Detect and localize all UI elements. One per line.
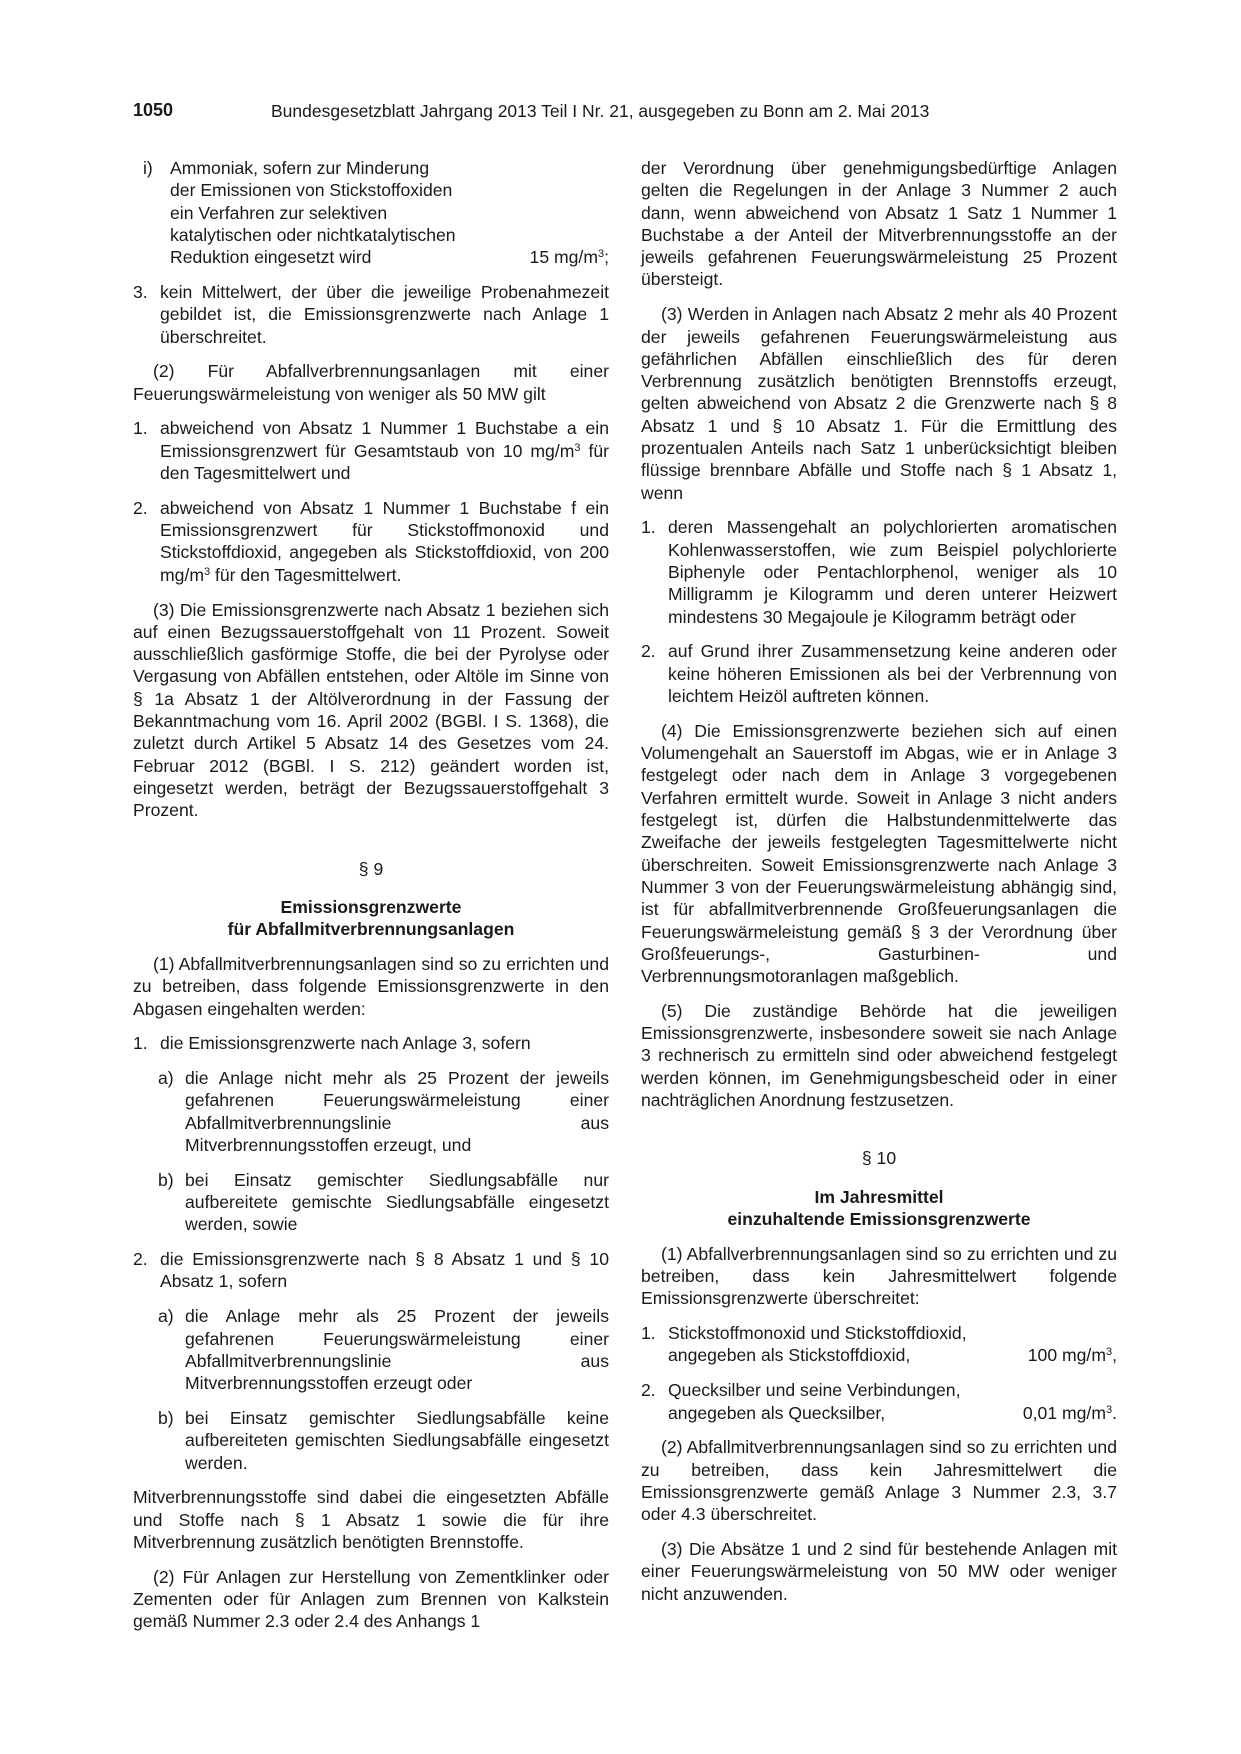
list-text: bei Einsatz gemischter Siedlungsabfälle keine aufbereiteten gemischten Siedlungsabfälle eingesetzt werden. bbox=[185, 1407, 609, 1473]
list-label: b) bbox=[158, 1407, 174, 1428]
list-text: auf Grund ihrer Zusammensetzung keine anderen oder keine höheren Emissionen als bei der Verbrennung von leichtem Heizöl auftreten können. bbox=[668, 641, 1117, 707]
list-item bbox=[133, 497, 609, 586]
page-number: 1050 bbox=[133, 100, 174, 120]
sub-item bbox=[158, 1067, 609, 1156]
limit-value: 15 $mg/m^3$; bbox=[529, 247, 609, 268]
list-label: 3. bbox=[133, 281, 148, 302]
list-label: i) bbox=[143, 158, 153, 178]
list-label: 1. bbox=[641, 1323, 656, 1344]
text-line: katalytischen oder nichtkatalytischen bbox=[170, 224, 456, 245]
list-label: 1. bbox=[133, 418, 148, 439]
paragraph: der Verordnung über genehmigungsbedürftige Anlagen gelten die Regelungen in der Anlage 3 Nummer 2 auch dann, wenn abweichend von Absatz 1 Satz 1 Nummer 1 Buchstabe a der Anteil der Mitverbrennungsstoffe an der jeweils gefahrenen Feuerungswärmeleistung 25 Prozent übersteigt. bbox=[641, 158, 1117, 290]
list-text: kein Mittelwert, der über die jeweilige Probenahmezeit gebildet ist, die Emissionsgrenzwerte nach Anlage 1 überschreitet. bbox=[160, 281, 609, 347]
list-text: die Anlage nicht mehr als 25 Prozent der jeweils gefahrenen Feuerungswärmeleistung einer Abfallmitverbrennungslinie aus Mitverbrennungsstoffen erzeugt, und bbox=[185, 1068, 609, 1155]
list-text: abweichend von Absatz 1 Nummer 1 Buchstabe f ein Emissionsgrenzwert für Stickstoffmonoxid und Stickstoffdioxid, angegeben als Stickstoffdioxid, von 200 $mg/m^3$ für den Tagesmittelwert. bbox=[160, 497, 609, 585]
text-line: Reduktion eingesetzt wird bbox=[170, 247, 372, 268]
list-label: 2. bbox=[133, 1249, 148, 1270]
value-row: angegeben als Quecksilber, 0,01 $mg/m^3$. bbox=[668, 1402, 1117, 1423]
list-label: 1. bbox=[133, 1033, 148, 1054]
list-text: abweichend von Absatz 1 Nummer 1 Buchstabe a ein Emissionsgrenzwert für Gesamtstaub von 10 $mg/m^3$ für den Tagesmittelwert und bbox=[160, 418, 610, 484]
text-line: der Emissionen von Stickstoffoxiden bbox=[170, 180, 453, 201]
list-text: Stickstoffmonoxid und Stickstoffdioxid, angegeben als Stickstoffdioxid, 100 $mg/m^3$, bbox=[668, 1323, 1117, 1366]
section-number: § 9 bbox=[358, 858, 384, 879]
paragraph: (1) Abfallverbrennungsanlagen sind so zu errichten und zu betreiben, dass kein Jahresmittelwert folgende Emissionsgrenzwerte überschreitet: bbox=[641, 1243, 1117, 1309]
list-item bbox=[133, 1248, 609, 1293]
paragraph: (3) Die Emissionsgrenzwerte nach Absatz 1 beziehen sich auf einen Bezugssauerstoffgehalt von 11 Prozent. Soweit ausschließlich gasförmige Stoffe, die bei der Pyrolyse oder Vergasung von Abfällen entstehen, oder Altöle im Sinne von § 1a Absatz 1 der Altölverordnung in der Fassung der Bekanntmachung vom 16. April 2002 (BGBl. I S. 1368), die zuletzt durch Artikel 5 Absatz 14 des Gesetzes vom 24. Februar 2012 (BGBl. I S. 212) geändert worden ist, eingesetzt werden, beträgt der Bezugssauerstoffgehalt 3 Prozent. bbox=[133, 599, 609, 821]
running-title: Bundesgesetzblatt Jahrgang 2013 Teil I Nr. 21, ausgegeben zu Bonn am 2. Mai 2013 bbox=[271, 101, 930, 121]
list-text: deren Massengehalt an polychlorierten aromatischen Kohlenwasserstoffen, wie zum Beispiel polychlorierte Biphenyle oder Pentachlorphenol, weniger als 10 Milligramm je Kilogramm und deren unterer Heizwert mindestens 30 Megajoule je Kilogramm beträgt oder bbox=[668, 517, 1117, 627]
list-item bbox=[133, 281, 609, 348]
value-row: angegeben als Stickstoffdioxid, 100 $mg/m^3$, bbox=[668, 1345, 1117, 1366]
list-text: Quecksilber und seine Verbindungen, angegeben als Quecksilber, 0,01 $mg/m^3$. bbox=[668, 1380, 1117, 1423]
text-line: Ammoniak, sofern zur Minderung bbox=[170, 158, 430, 178]
page-header bbox=[133, 100, 1109, 124]
sub-item bbox=[158, 1169, 609, 1236]
sub-item bbox=[158, 1305, 609, 1394]
right-column bbox=[641, 157, 1117, 1617]
list-item bbox=[133, 417, 609, 484]
list-label: a) bbox=[158, 1306, 174, 1327]
left-column bbox=[133, 157, 609, 1645]
paragraph: (1) Abfallmitverbrennungsanlagen sind so zu errichten und zu betreiben, dass folgende Emissionsgrenzwerte in den Abgasen eingehalten werden: bbox=[133, 953, 609, 1019]
list-label: a) bbox=[158, 1068, 174, 1089]
list-item bbox=[641, 1379, 1117, 1424]
paragraph: (4) Die Emissionsgrenzwerte beziehen sich auf einen Volumengehalt an Sauerstoff im Abgas, wie er in Anlage 3 festgelegt oder nach dem in Anlage 3 vorgegebenen Verfahren ermittelt wurde. Soweit in Anlage 3 nicht anders festgelegt ist, dürfen die Halbstundenmittelwerte das Zweifache der jeweils festgelegten Tagesmittelwerte nicht überschreiten. Soweit Emissionsgrenzwerte nach Anlage 3 Nummer 3 von der Feuerungswärmeleistung abhängig sind, ist für abfallmitverbrennende Großfeuerungsanlagen die Feuerungswärmeleistung gemäß § 3 der Verordnung über Großfeuerungs-, Gasturbinen- und Verbrennungsmotoranlagen maßgeblich. bbox=[641, 720, 1117, 987]
list-text bbox=[170, 157, 609, 268]
value-row bbox=[170, 246, 609, 268]
list-text: die Anlage mehr als 25 Prozent der jeweils gefahrenen Feuerungswärmeleistung einer Abfallmitverbrennungslinie aus Mitverbrennungsstoffen erzeugt oder bbox=[185, 1306, 609, 1394]
limit-value: 0,01 $mg/m^3$. bbox=[1022, 1402, 1117, 1423]
list-item bbox=[133, 1032, 609, 1054]
paragraph: (5) Die zuständige Behörde hat die jeweiligen Emissionsgrenzwerte, insbesondere soweit sie nach Anlage 3 rechnerisch zu ermitteln sind oder abweichend festgelegt werden können, im Genehmigungsbescheid oder in einer nachträglichen Anordnung festzusetzen. bbox=[641, 1000, 1117, 1111]
section-number: § 10 bbox=[861, 1148, 897, 1169]
list-label: 2. bbox=[641, 1380, 656, 1401]
list-text: die Emissionsgrenzwerte nach Anlage 3, sofern bbox=[160, 1033, 531, 1054]
section-title: Im Jahresmittel einzuhaltende Emissionsgrenzwerte bbox=[727, 1186, 1031, 1229]
sub-item bbox=[158, 1407, 609, 1474]
paragraph: (3) Die Absätze 1 und 2 sind für bestehende Anlagen mit einer Feuerungswärmeleistung von 50 MW oder weniger nicht anzuwenden. bbox=[641, 1539, 1117, 1604]
text-line: ein Verfahren zur selektiven bbox=[170, 202, 388, 223]
list-label: 2. bbox=[641, 641, 656, 662]
list-label: 2. bbox=[133, 497, 148, 518]
section-title: Emissionsgrenzwerte für Abfallmitverbrennungsanlagen bbox=[227, 896, 515, 940]
list-text: bei Einsatz gemischter Siedlungsabfälle nur aufbereitete gemischte Siedlungsabfälle eingesetzt werden, sowie bbox=[185, 1169, 609, 1235]
list-item bbox=[641, 516, 1117, 627]
list-item-i bbox=[143, 157, 609, 268]
list-label: 1. bbox=[641, 517, 656, 538]
list-item bbox=[641, 640, 1117, 707]
paragraph: (3) Werden in Anlagen nach Absatz 2 mehr als 40 Prozent der jeweils gefahrenen Feuerungswärmeleistung aus gefährlichen Abfällen einschließlich des für deren Verbrennung zusätzlich benötigten Brennstoffs erzeugt, gelten abweichend von Absatz 2 die Grenzwerte nach § 8 Absatz 1 und § 10 Absatz 1. Für die Ermittlung des prozentualen Anteils nach Satz 1 unberücksichtigt bleiben flüssige brennbare Abfälle und Stoffe nach § 1 Absatz 1, wenn bbox=[641, 304, 1117, 503]
paragraph: Mitverbrennungsstoffe sind dabei die eingesetzten Abfälle und Stoffe nach § 1 Absatz 1 sowie die für ihre Mitverbrennung zusätzlich benötigten Brennstoffe. bbox=[133, 1487, 609, 1552]
paragraph: (2) Für Abfallverbrennungsanlagen mit einer Feuerungswärmeleistung von weniger als 50 MW gilt bbox=[133, 361, 609, 404]
paragraph: (2) Für Anlagen zur Herstellung von Zementklinker oder Zementen oder für Anlagen zum Brennen von Kalkstein gemäß Nummer 2.3 oder 2.4 des Anhangs 1 bbox=[133, 1566, 609, 1632]
limit-value: 100 $mg/m^3$, bbox=[1027, 1345, 1117, 1366]
list-text: die Emissionsgrenzwerte nach § 8 Absatz 1 und § 10 Absatz 1, sofern bbox=[160, 1249, 609, 1292]
list-item bbox=[641, 1322, 1117, 1367]
list-label: b) bbox=[158, 1169, 174, 1190]
paragraph: (2) Abfallmitverbrennungsanlagen sind so zu errichten und zu betreiben, dass kein Jahresmittelwert die Emissionsgrenzwerte gemäß Anlage 3 Nummer 2.3, 3.7 oder 4.3 überschreitet. bbox=[641, 1437, 1117, 1525]
